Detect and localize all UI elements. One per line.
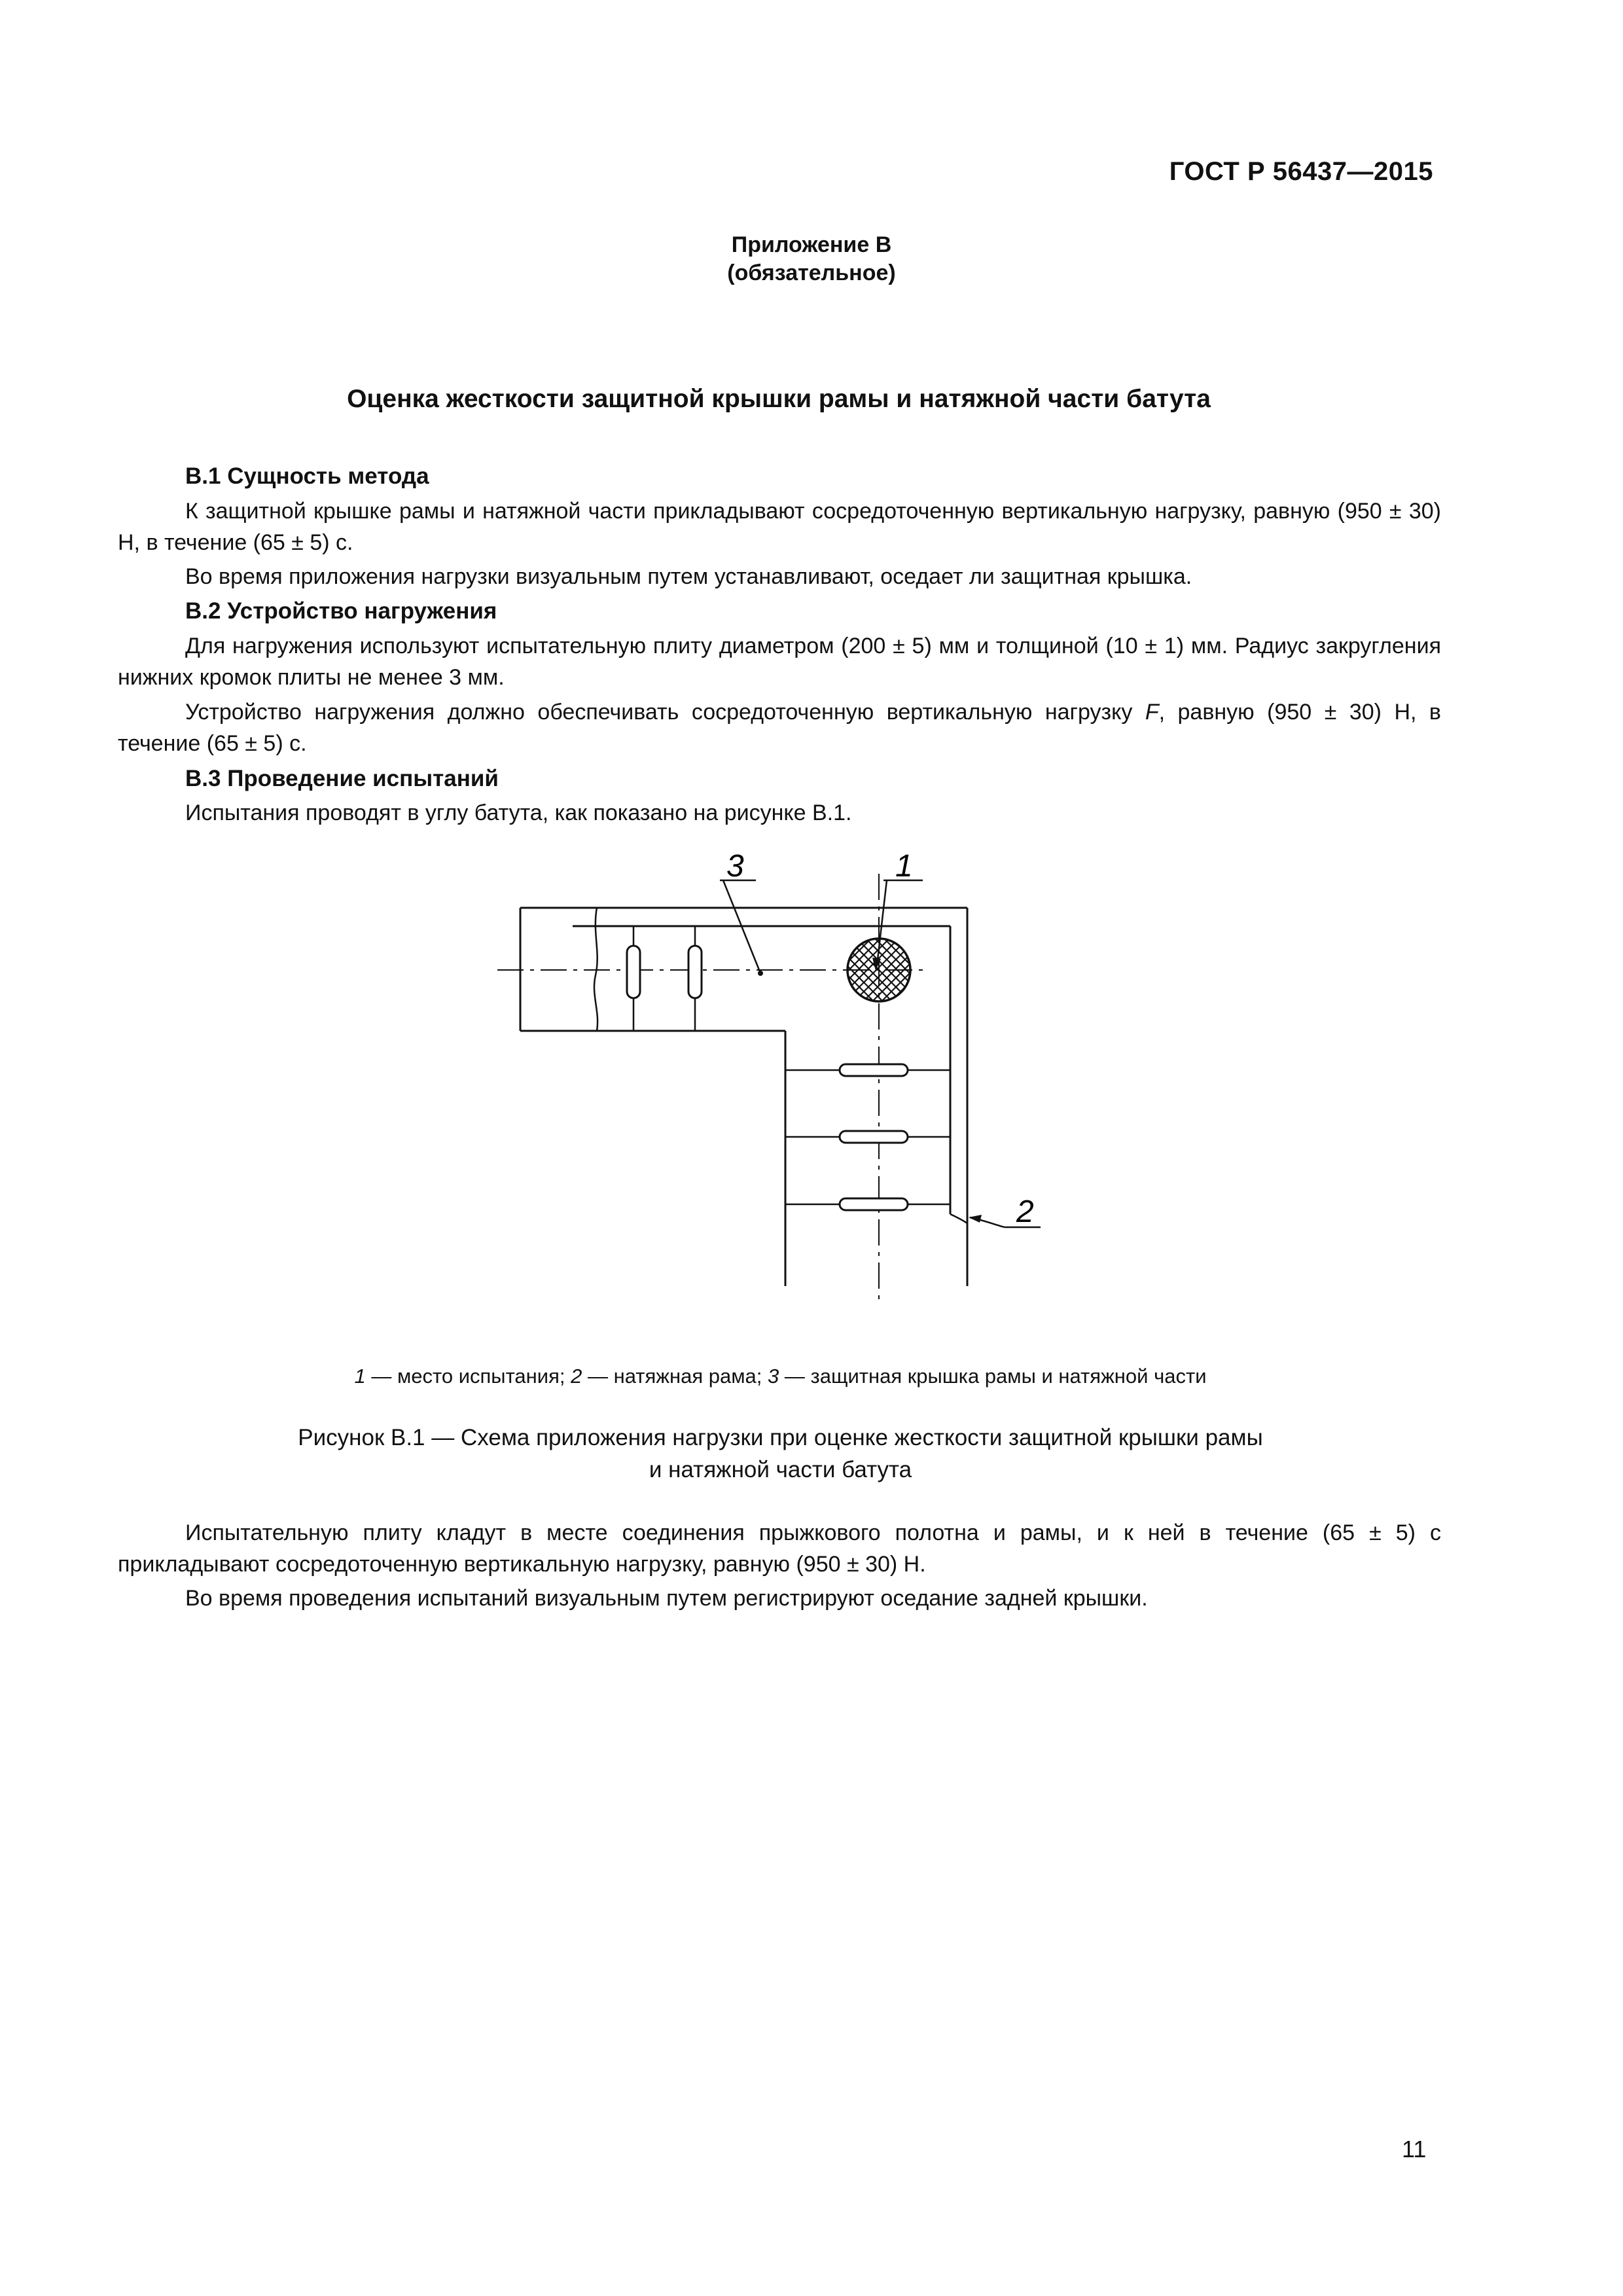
label-1: 1: [895, 854, 913, 884]
legend-num-3: 3: [768, 1365, 779, 1388]
label-3: 3: [726, 854, 744, 884]
center-lines: [497, 874, 929, 1306]
figure-legend: [0, 1365, 1561, 1388]
paragraph-b3-3: Во время проведения испытаний визуальным путем регистрируют оседание задней крышки.: [185, 1586, 1148, 1611]
figure-b1: [497, 854, 1060, 1306]
appendix-status: (обязательное): [727, 260, 896, 285]
force-symbol: F: [1145, 700, 1159, 725]
paragraph-b2-2-text-a: Устройство нагружения должно обеспечивать сосредоточенную вертикальную нагрузку: [185, 700, 1145, 725]
paragraph-b1-2: Во время приложения нагрузки визуальным путем устанавливают, оседает ли защитная крышка.: [185, 564, 1192, 589]
corner-diagram: [497, 854, 1060, 1306]
paragraph-b1-1: К защитной крышке рамы и натяжной части прикладывают сосредоточенную вертикальную нагрузку, равную (950 ± 30) Н, в течение (65 ± 5) с.: [118, 499, 1441, 555]
page-number: 11: [1402, 2136, 1427, 2162]
page-title: Оценка жесткости защитной крышки рамы и натяжной части батута: [347, 385, 1211, 413]
label-2: 2: [1016, 1194, 1034, 1229]
section-heading-b2: В.2 Устройство нагружения: [185, 598, 497, 624]
standard-code: ГОСТ Р 56437—2015: [1169, 157, 1433, 186]
figure-title-line1: Рисунок В.1 — Схема приложения нагрузки при оценке жесткости защитной крышки рамы: [298, 1425, 1263, 1450]
figure-title-line2: и натяжной части батута: [649, 1457, 912, 1482]
paragraph-b2-2-text-b: , равную (950 ± 30) Н, в течение (65 ± 5) с.: [118, 700, 1441, 756]
legend-text-2: — натяжная рама;: [582, 1365, 768, 1388]
paragraph-b2-2: [118, 696, 1441, 759]
leader-lines: [720, 880, 1041, 1227]
legend-num-2: 2: [571, 1365, 582, 1388]
section-heading-b3: В.3 Проведение испытаний: [185, 766, 499, 791]
legend-text-3: — защитная крышка рамы и натяжной части: [779, 1365, 1207, 1388]
legend-text-1: — место испытания;: [365, 1365, 571, 1388]
appendix-label: Приложение В: [731, 232, 892, 257]
paragraph-b3-1: Испытания проводят в углу батута, как показано на рисунке В.1.: [185, 800, 852, 825]
legend-num-1: 1: [354, 1365, 366, 1388]
paragraph-b3-2: Испытательную плиту кладут в месте соединения прыжкового полотна и рамы, и к ней в течение (65 ± 5) с прикладывают сосредоточенную вертикальную нагрузку, равную (950 ± 30) Н.: [118, 1520, 1441, 1577]
paragraph-b2-1: Для нагружения используют испытательную плиту диаметром (200 ± 5) мм и толщиной (10 ± 1) мм. Радиус закругления нижних кромок плиты не менее 3 мм.: [118, 634, 1441, 690]
section-heading-b1: В.1 Сущность метода: [185, 463, 429, 489]
